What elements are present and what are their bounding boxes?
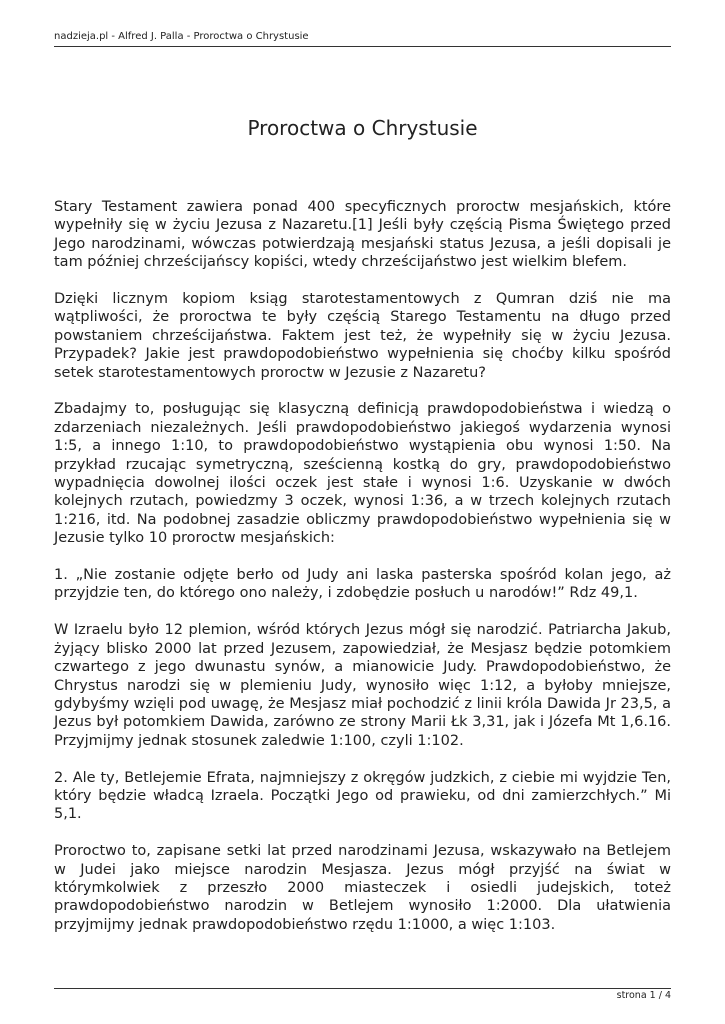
footer-divider [54,988,671,989]
paragraph-1: Stary Testament zawiera ponad 400 specyficznych proroctw mesjańskich, które wypełniły się w życiu Jezusa z Nazaretu.[1] Jeśli były częścią Pisma Świętego przed Jego narodzinami, wówczas potwierdzają mesjański status Jezusa, a jeśli dopisali je tam później chrześcijańscy kopiści, wtedy chrześcijaństwo jest wielkim blefem. [54,199,671,271]
article-body [54,198,671,953]
page-number: strona 1 / 4 [616,990,671,1001]
page-header: nadzieja.pl - Alfred J. Palla - Proroctwa o Chrystusie [54,31,309,42]
paragraph-6: 2. Ale ty, Betlejemie Efrata, najmniejszy z okręgów judzkich, z ciebie mi wyjdzie Ten, który będzie władcą Izraela. Początki Jego od prawieku, od dni zamierzchłych.” Mi 5,1. [54,769,671,823]
paragraph-4: 1. „Nie zostanie odjęte berło od Judy ani laska pasterska spośród kolan jego, aż przyjdzie ten, do którego ono należy, i zdobędzie posłuch u narodów!” Rdz 49,1. [54,567,671,602]
paragraph-7: Proroctwo to, zapisane setki lat przed narodzinami Jezusa, wskazywało na Betlejem w Judei jako miejsce narodzin Mesjasza. Jezus mógł przyjść na świat w którymkolwiek z przeszło 2000 miasteczek i osiedli judejskich, toteż prawdopodobieństwo narodzin w Betlejem wynosiło 1:2000. Dla ułatwienia przyjmijmy jednak prawdopodobieństwo rzędu 1:1000, a więc 1:103. [54,843,671,933]
paragraph-2: Dzięki licznym kopiom ksiąg starotestamentowych z Qumran dziś nie ma wątpliwości, że proroctwa te były częścią Starego Testamentu na długo przed powstaniem chrześcijaństwa. Faktem jest też, że wypełniły się w życiu Jezusa. Przypadek? Jakie jest prawdopodobieństwo wypełnienia się choćby kilku spośród setek starotestamentowych proroctw w Jezusie z Nazaretu? [54,291,671,381]
paragraph-3: Zbadajmy to, posługując się klasyczną definicją prawdopodobieństwa i wiedzą o zdarzeniach niezależnych. Jeśli prawdopodobieństwo jakiegoś wydarzenia wynosi 1:5, a innego 1:10, to prawdopodobieństwo wystąpienia obu wynosi 1:50. Na przykład rzucając symetryczną, sześcienną kostką do gry, prawdopodobieństwo wypadnięcia dowolnej ilości oczek jest stałe i wynosi 1:6. Uzyskanie w dwóch kolejnych rzutach, powiedzmy 3 oczek, wynosi 1:36, a w trzech kolejnych rzutach 1:216, itd. Na podobnej zasadzie obliczmy prawdopodobieństwo wypełnienia się w Jezusie tylko 10 proroctw mesjańskich: [54,401,671,547]
page-title: Proroctwa o Chrystusie [247,116,478,140]
paragraph-5: W Izraelu było 12 plemion, wśród których Jezus mógł się narodzić. Patriarcha Jakub, żyjący blisko 2000 lat przed Jezusem, zapowiedział, że Mesjasz będzie potomkiem czwartego z jego dwunastu synów, a mianowicie Judy. Prawdopodobieństwo, że Chrystus narodzi się w plemieniu Judy, wynosiło więc 1:12, a byłoby mniejsze, gdybyśmy wzięli pod uwagę, że Mesjasz miał pochodzić z linii króla Dawida Jr 23,5, a Jezus był potomkiem Dawida, zarówno ze strony Marii Łk 3,31, jak i Józefa Mt 1,6.16. Przyjmijmy jednak stosunek zaledwie 1:100, czyli 1:102. [54,622,671,749]
header-divider [54,46,671,47]
